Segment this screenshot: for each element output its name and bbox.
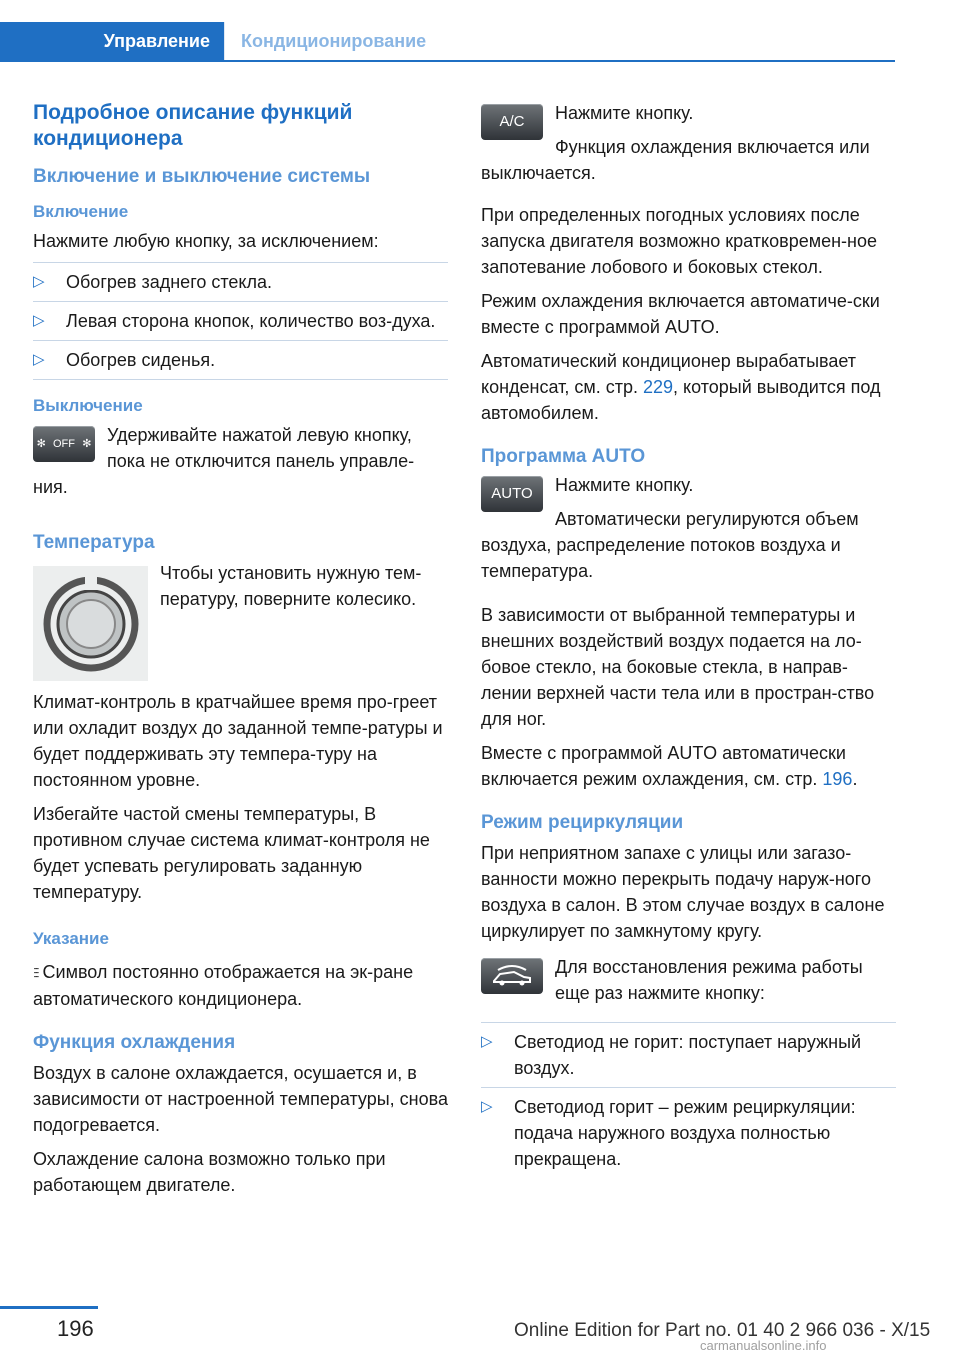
auto-heading: Программа AUTO [481, 446, 646, 467]
recirc-heading: Режим рециркуляции [481, 812, 684, 833]
tab-divider [224, 22, 225, 60]
list-item: ▷ Левая сторона кнопок, количество воз‐духа. [33, 302, 448, 341]
temp-block [33, 560, 448, 689]
auto-button-image: AUTO [481, 476, 543, 512]
temp-text-3: Избегайте частой смены температуры, В противном случае система климат-контроля не будет успевать регулировать заданную температуру. [33, 804, 430, 902]
triangle-right-icon: ▷ [481, 1033, 493, 1050]
triangle-right-icon: ▷ [33, 312, 45, 329]
page-link-229[interactable]: 229 [642, 377, 674, 397]
ac-text-3: При определенных погодных условиях после запуска двигателя возможно кратковремен‐ное запотевание лобового и боковых стекол. [481, 205, 877, 277]
temp-text-1: Чтобы установить нужную тем‐пературу, поверните колесико. [160, 563, 422, 609]
temperature-knob-image [33, 566, 148, 681]
off-heading: Выключение [33, 396, 143, 415]
note-heading: Указание [33, 929, 109, 948]
list-item: ▷ Светодиод не горит: поступает наружный воздух. [481, 1023, 896, 1088]
off-block [33, 422, 448, 508]
auto-text-1: Нажмите кнопку. [555, 475, 694, 495]
on-heading: Включение [33, 202, 129, 221]
cool-heading: Функция охлаждения [33, 1032, 236, 1053]
fan-off-button-image: ✻ OFF ✻ [33, 426, 95, 462]
list-item: ▷ Обогрев заднего стекла. [33, 263, 448, 302]
temp-text-2: Климат-контроль в кратчайшее время про‐греет или охладит воздух до заданной темпе‐ратуры и будет поддерживать эту темпера‐туру на постоянном уровне. [33, 692, 443, 790]
on-text: Нажмите любую кнопку, за исключением: [33, 231, 379, 251]
recirc-text-2: Для восстановления режима работы еще раз нажмите кнопку: [555, 957, 863, 1003]
list-item: ▷ Обогрев сиденья. [33, 341, 448, 380]
right-column [481, 100, 896, 1188]
auto-text-3: В зависимости от выбранной температуры и внешних воздействий воздух подается на ло‐бовое стекло, на боковые стекла, в направ‐лении верхней части тела или в простран‐ство для ног. [481, 605, 875, 729]
header-tabs [0, 22, 895, 62]
ac-text-5: Автоматический кондиционер вырабатывает конденсат, см. стр. 229, который выводится под автомобилем. [481, 351, 881, 423]
triangle-right-icon: ▷ [33, 351, 45, 368]
page-link-196[interactable]: 196 [822, 769, 853, 789]
cool-text-1: Воздух в салоне охлаждается, осушается и, в зависимости от настроенной температуры, снова подогревается. [33, 1063, 448, 1135]
watermark: carmanualsonline.info [700, 1338, 827, 1353]
recirc-led-list [481, 1022, 896, 1178]
fan-icon: ✻ [36, 438, 46, 450]
header-rule [0, 60, 895, 62]
temp-heading: Температура [33, 532, 155, 553]
auto-text-4: Вместе с программой AUTO автоматически включается режим охлаждения, см. стр. 196. [481, 743, 858, 789]
auto-text-2: Автоматически регулируются объем воздуха, распределение потоков воздуха и температура. [481, 509, 859, 581]
section-title: Подробное описание функций кондиционера [33, 101, 353, 150]
cool-text-2: Охлаждение салона возможно только при работающем двигателе. [33, 1149, 386, 1195]
on-exceptions-list [33, 262, 448, 380]
edition-note: Online Edition for Part no. 01 40 2 966 036 - X/15 [514, 1320, 931, 1341]
recirc-block [481, 954, 896, 1014]
triangle-right-icon: ▷ [33, 273, 45, 290]
recirc-text-1: При неприятном запахе с улицы или загазо‐ванности можно перекрыть подачу наруж‐ного воздуха в салон. В этом случае воздух в салоне циркулирует по замкнутому кругу. [481, 843, 885, 941]
note-text: ⫶⫶⫶ Символ постоянно отображается на эк‐ране автоматического кондиционера. [33, 962, 414, 1009]
onoff-heading: Включение и выключение системы [33, 166, 371, 187]
tab-control[interactable]: Управление [0, 22, 224, 62]
left-column [33, 100, 448, 1206]
ac-text-4: Режим охлаждения включается автоматиче‐ски вместе с программой AUTO. [481, 291, 880, 337]
ac-text-1: Нажмите кнопку. [555, 103, 694, 123]
auto-block [481, 472, 896, 592]
ac-block [481, 100, 896, 194]
page-number: 196 [57, 1316, 94, 1341]
recirculation-button-image [481, 958, 543, 994]
ac-text-2: Функция охлаждения включается или выключается. [481, 137, 870, 183]
triangle-right-icon: ▷ [481, 1098, 493, 1115]
knob-icon [41, 574, 141, 674]
list-item: ▷ Светодиод горит – режим рециркуляции: подача наружного воздуха полностью прекращена. [481, 1088, 896, 1178]
ac-button-image: A/C [481, 104, 543, 140]
off-text: Удерживайте нажатой левую кнопку, пока не отключится панель управле‐ния. [33, 425, 415, 497]
condensate-icon: ⫶⫶⫶ [33, 965, 38, 981]
recirculation-car-icon [490, 964, 534, 988]
fan-icon: ✻ [82, 438, 92, 450]
tab-air-conditioning[interactable]: Кондиционирование [241, 31, 427, 51]
footer-accent-bar [0, 1306, 98, 1309]
